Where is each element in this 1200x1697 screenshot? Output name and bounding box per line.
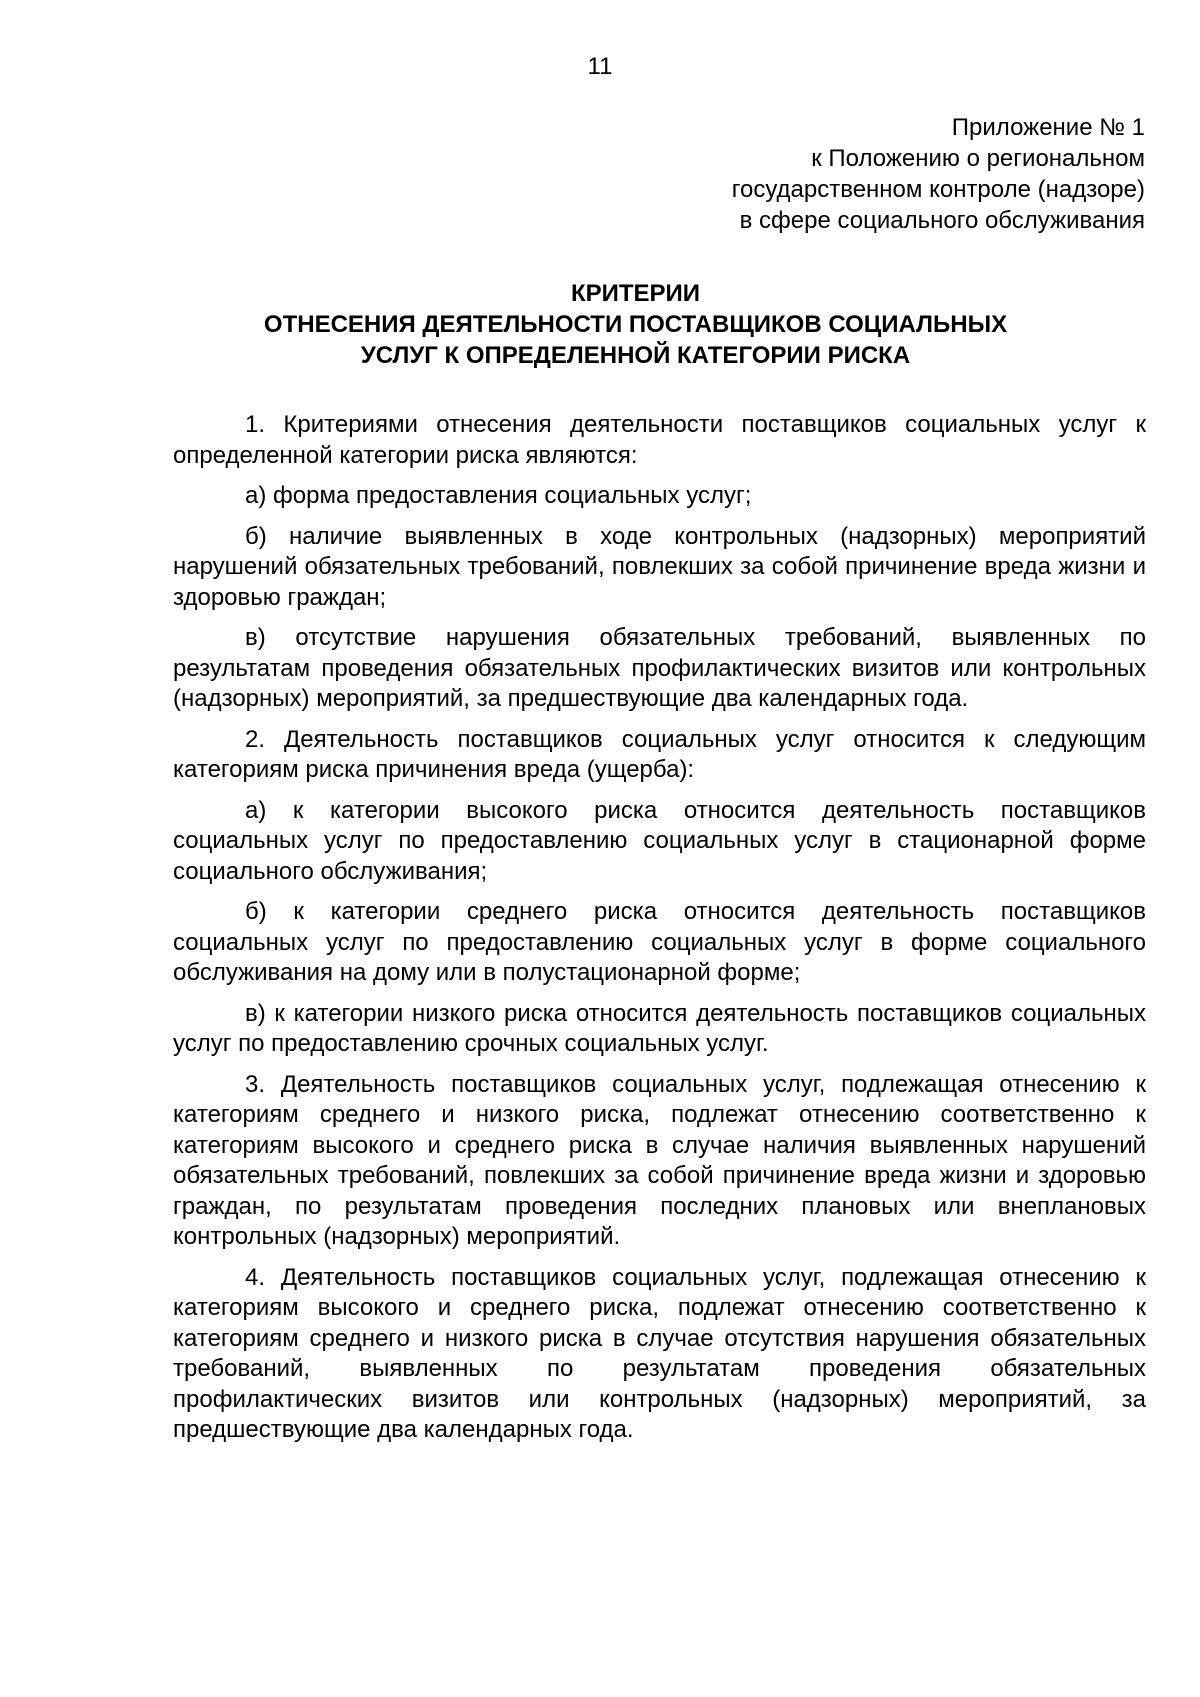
paragraph-1: 1. Критериями отнесения деятельности поставщиков социальных услуг к определенной категории риска являются: <box>173 411 1146 469</box>
paragraph-2a: а) к категории высокого риска относится деятельность поставщиков социальных услуг по предоставлению социальных услуг в стационарной форме социального обслуживания; <box>173 796 1146 885</box>
paragraph-3: 3. Деятельность поставщиков социальных услуг, подлежащая отнесению к категориям среднего и низкого риска, подлежат отнесению соответственно к категориям высокого и среднего риска в случае наличия выявленных нарушений обязательных требований, повлекших за собой причинение вреда жизни и здоровью граждан, по результатам проведения последних плановых или внеплановых контрольных (надзорных) мероприятий. <box>173 1070 1146 1250</box>
paragraph-1a: а) форма предоставления социальных услуг; <box>245 482 752 509</box>
title-line: УСЛУГ К ОПРЕДЕЛЕННОЙ КАТЕГОРИИ РИСКА <box>360 342 911 369</box>
paragraph-4: 4. Деятельность поставщиков социальных услуг, подлежащая отнесению к категориям высокого и среднего риска, подлежат отнесению соответственно к категориям среднего и низкого риска в случае отсутствия нарушения обязательных требований, выявленных по результатам проведения обязательных профилактических визитов или контрольных (надзорных) мероприятий, за предшествующие два календарных года. <box>173 1263 1146 1443</box>
annex-line: к Положению о региональном <box>811 145 1145 172</box>
annex-header <box>732 112 1145 236</box>
annex-line: в сфере социального обслуживания <box>739 207 1145 234</box>
paragraph-1c: в) отсутствие нарушения обязательных требований, выявленных по результатам проведения обязательных профилактических визитов или контрольных (надзорных) мероприятий, за предшествующие два календарных года. <box>173 624 1146 712</box>
paragraph-1b: б) наличие выявленных в ходе контрольных (надзорных) мероприятий нарушений обязательных требований, повлекших за собой причинение вреда жизни и здоровью граждан; <box>173 522 1146 611</box>
paragraph-2: 2. Деятельность поставщиков социальных услуг относится к следующим категориям риска причинения вреда (ущерба): <box>173 725 1146 783</box>
annex-line: государственном контроле (надзоре) <box>731 176 1145 203</box>
document-body <box>173 410 1146 1446</box>
annex-line: Приложение № 1 <box>951 114 1145 141</box>
paragraph-2b: б) к категории среднего риска относится деятельность поставщиков социальных услуг по предоставлению социальных услуг в форме социального обслуживания на дому или в полустационарной форме; <box>173 898 1146 986</box>
title-line: КРИТЕРИИ <box>570 280 701 307</box>
page-number: 11 <box>587 53 613 80</box>
document-title <box>173 278 1098 371</box>
title-line: ОТНЕСЕНИЯ ДЕЯТЕЛЬНОСТИ ПОСТАВЩИКОВ СОЦИАЛЬНЫХ <box>263 311 1008 338</box>
paragraph-2c: в) к категории низкого риска относится деятельность поставщиков социальных услуг по предоставлению срочных социальных услуг. <box>173 999 1146 1057</box>
